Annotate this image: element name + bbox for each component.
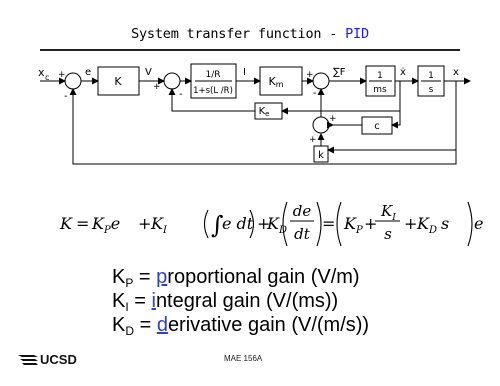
block-mass-num: 1 [377, 71, 383, 81]
equation-plus-1: + [138, 214, 152, 233]
label-x: x [453, 67, 459, 78]
gain-row-proportional: $K_P$ = proportional gain (V/m) [112, 266, 360, 290]
paren-derivative-right [317, 202, 321, 246]
summing-junction-4 [313, 117, 329, 133]
equation-equals-1: = [76, 214, 90, 233]
block-ke-label: $K_e$ [258, 106, 270, 118]
label-e: e [85, 67, 92, 78]
block-integrator-den: s [428, 85, 434, 95]
ucsd-wing-icon [18, 353, 38, 365]
gain-initial-d: d [156, 314, 168, 336]
block-diagram [0, 0, 500, 186]
equation-equals-2: = [322, 214, 336, 233]
slide-title-main: System transfer function - [131, 26, 346, 42]
summing-junction-1 [65, 73, 81, 89]
equation-factor-ki: $K_I$ [381, 202, 396, 223]
paren-factor-right [468, 202, 472, 246]
sign-j2-minus: - [179, 89, 183, 100]
block-k-label: K [114, 75, 122, 88]
sign-j3-minus: - [313, 88, 317, 99]
equation-dt: dt [294, 225, 310, 243]
paren-factor-left [337, 202, 341, 246]
equation-plus-2: + [257, 214, 271, 233]
position-feedback [73, 89, 456, 164]
sign-j4-plus-bottom: + [309, 135, 317, 145]
ucsd-logo-text: UCSD [40, 351, 77, 367]
sign-j4-plus-right: + [329, 114, 337, 124]
gain-definitions [112, 265, 369, 337]
sign-j3-plus: + [306, 70, 314, 80]
equation-de: de [292, 202, 312, 220]
ucsd-logo [18, 351, 77, 367]
slide-title-accent: PID [345, 26, 369, 42]
gain-row-derivative: $K_D$ = derivative gain (V/(m/s)) [112, 314, 370, 338]
block-mass-den: ms [373, 85, 387, 95]
integral-sign: ∫ [211, 211, 224, 239]
block-stiffness-label: k [318, 150, 324, 161]
gain-initial-i: i [151, 290, 156, 312]
sign-j1-minus: - [64, 91, 68, 102]
label-i: I [243, 67, 246, 78]
equation-lhs: K [60, 214, 72, 233]
equation-factor-kd: $K_D$ s [417, 214, 450, 236]
damping-feed [392, 111, 400, 125]
block-damping-label: c [374, 121, 380, 132]
equation-factor-e: e [474, 214, 484, 233]
equation-factor-s: s [384, 225, 392, 243]
sign-j2-plus: + [153, 82, 161, 92]
label-v: V [145, 67, 152, 78]
gain-row-integral: $K_I$ = integral gain (V/(ms)) [112, 290, 339, 314]
sign-j1-plus: + [58, 70, 66, 80]
summing-junction-2 [164, 73, 180, 89]
stiffness-feed [328, 81, 456, 150]
label-sum-f: ∑F [333, 67, 346, 78]
equation-plus-3: + [364, 214, 378, 233]
paren-derivative-left [283, 202, 287, 246]
equation-integral-body: e dt [222, 214, 254, 233]
course-footer: MAE 156A [224, 354, 263, 363]
label-xc-sub: c [45, 73, 50, 82]
pid-equation [0, 196, 500, 252]
block-integrator-num: 1 [428, 71, 434, 81]
label-xdot: ẋ [400, 67, 406, 78]
equation-kd-term: $K_D$ [267, 214, 287, 236]
block-electrical-den: 1+s(L /R) [193, 86, 233, 96]
block-electrical-num: 1/R [205, 70, 221, 80]
paren-integral-left [205, 210, 209, 238]
equation-ki-term: $K_I$ [151, 214, 167, 236]
block-km-label: Km [268, 75, 284, 89]
summing-junction-3 [313, 73, 329, 89]
label-xc: x [38, 66, 45, 79]
equation-plus-4: + [404, 214, 418, 233]
equation-kp-term: $K_Pe$ [92, 214, 121, 236]
equation-factor-kp: $K_P$ [344, 214, 363, 236]
gain-initial-p: p [156, 266, 168, 288]
